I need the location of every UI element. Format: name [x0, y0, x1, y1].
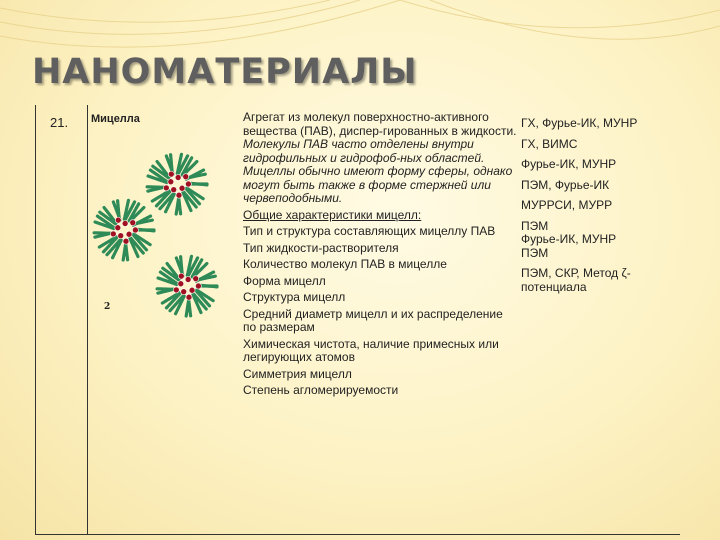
description-line: Молекулы ПАВ часто отделены внутри гидрофильных и гидрофоб-ных областей. Мицеллы обычно имеют форму сферы, однако могут быть также в форме стержней или червеподобными.: [243, 137, 513, 205]
method-entry: ПЭМ, СКР, Метод ζ-потенциала: [521, 266, 631, 294]
row-name: Мицелла: [91, 113, 140, 125]
method-entry: ПЭМ, Фурье-ИК: [521, 177, 610, 192]
description-line: Форма мицелл: [243, 273, 326, 288]
description-line: Структура мицелл: [243, 290, 346, 304]
description-line: Агрегат из молекул поверхностно-активного вещества (ПАВ), диспер-гированных в жидкости.: [243, 110, 517, 138]
methods-cell: [521, 117, 661, 301]
figure-label: 2: [104, 302, 111, 312]
table-bottom-border: [35, 534, 680, 535]
description-line: Общие характеристики мицелл:: [243, 207, 422, 222]
method-entry: ПЭМ Фурье-ИК, МУНР ПЭМ: [521, 218, 617, 260]
micelle-icon: [147, 154, 207, 214]
description-line: Симметрия мицелл: [243, 366, 352, 381]
description-cell: [243, 111, 519, 401]
description-line: Тип и структура составляющих мицеллу ПАВ: [243, 224, 496, 238]
micelle-illustration: [92, 148, 242, 318]
table-column-divider: [87, 105, 88, 535]
micelle-icon: [94, 200, 154, 260]
method-entry: МУРРСИ, МУРР: [521, 198, 613, 212]
table-left-border: [35, 105, 36, 535]
description-line: Химическая чистота, наличие примесных или легирующих атомов: [243, 336, 499, 364]
method-entry: ГХ, Фурье-ИК, МУНР: [521, 116, 638, 130]
description-line: Тип жидкости-растворителя: [243, 240, 399, 255]
row-number: 21.: [50, 115, 69, 130]
description-line: Степень агломерируемости: [243, 383, 399, 397]
slide-title: НАНОМАТЕРИАЛЫ: [32, 52, 418, 92]
description-line: Количество молекул ПАВ в мицелле: [243, 257, 447, 271]
method-entry: ГХ, ВИМС: [521, 136, 578, 151]
micelle-icon: [157, 256, 217, 316]
description-line: Средний диаметр мицелл и их распределение по размерам: [243, 306, 503, 334]
method-entry: Фурье-ИК, МУНР: [521, 157, 617, 171]
